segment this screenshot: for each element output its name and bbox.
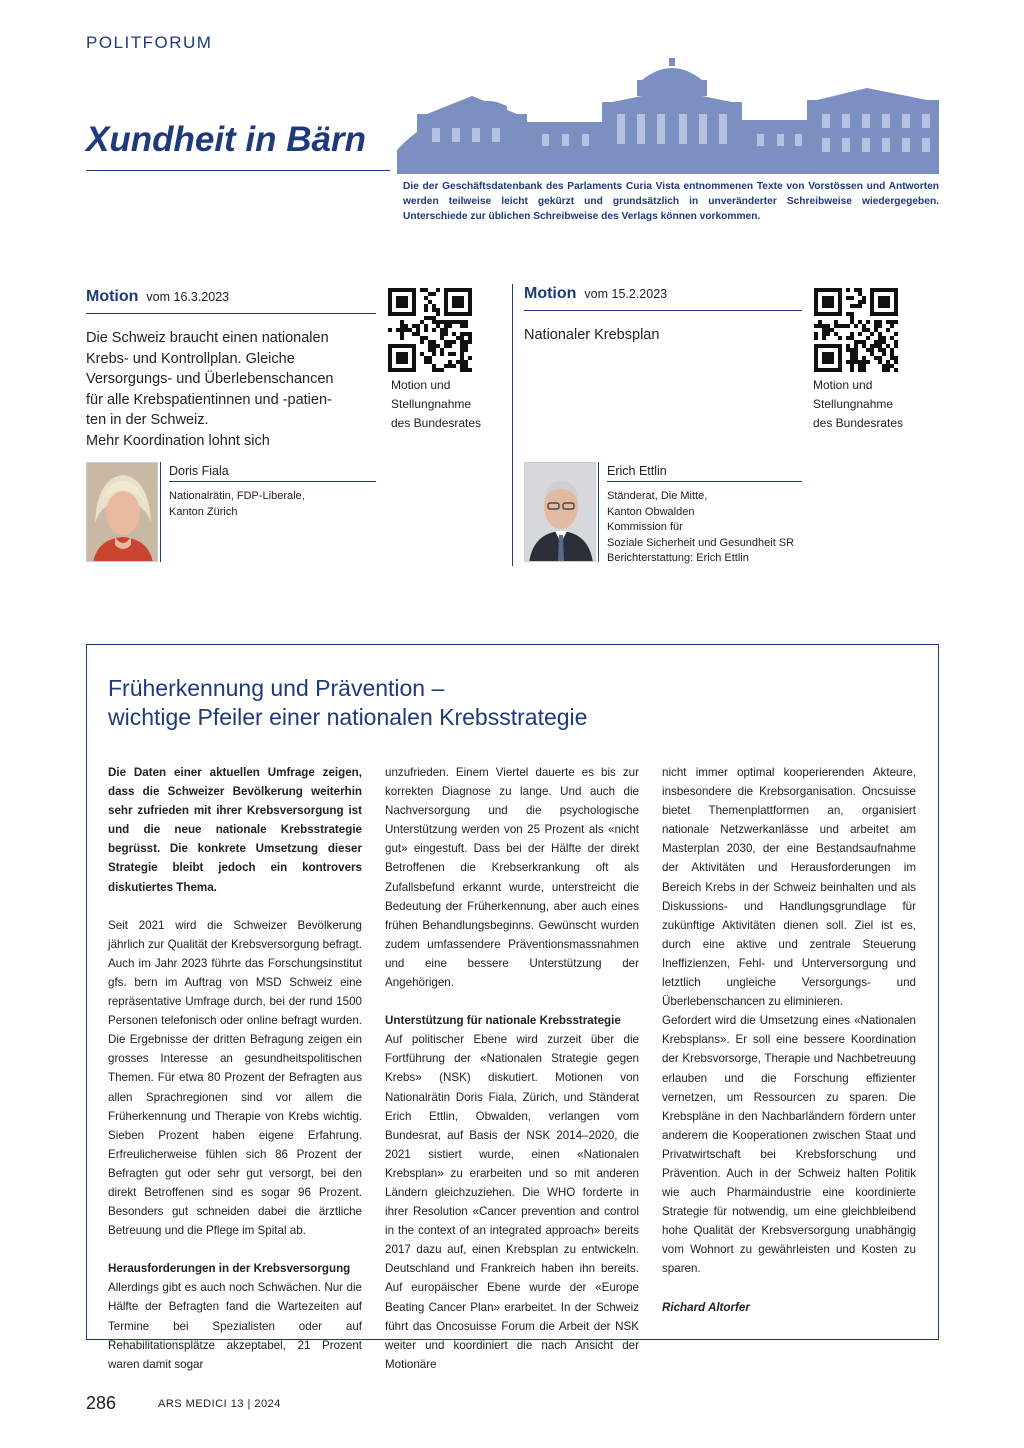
person-2-rule: [607, 481, 802, 482]
article-lead: Die Daten einer aktuellen Umfrage zeigen, dass die Schweizer Bevölkerung weiterhin sehr zufrieden mit ihrer Krebsversorgung ist und die neue nationale Krebsstrategie begrüsst. Die konkrete Umsetzung dieser Strategie bleibt jedoch ein kontrovers diskutiertes Thema.: [108, 766, 362, 894]
article-headline: [108, 674, 808, 732]
headline-line: Früherkennung und Prävention –: [108, 675, 445, 701]
motion-date: vom 16.3.2023: [146, 290, 230, 304]
qr-caption-line: Stellungnahme: [391, 397, 472, 411]
qr-caption-line: Stellungnahme: [813, 397, 894, 411]
motion-1-line: Krebs- und Kontrollplan. Gleiche: [86, 350, 295, 367]
person-role-line: Kanton Obwalden: [607, 505, 695, 518]
qr-code-icon[interactable]: [814, 288, 898, 372]
portrait-doris-fiala: [86, 462, 158, 562]
qr-caption-line: des Bundesrates: [391, 416, 482, 430]
article-paragraph: Auf politischer Ebene wird zurzeit über die Fortführung der «Nationalen Strategie gegen Krebs» (NSK) diskutiert. Motionen von Nationalrätin Doris Fiala, Zürich, und Ständerat Erich Ettlin, Obwalden, verlangen vom Bundesrat, auf Basis der NSK 2014–2020, die 2021 sistiert wurde, einen «Nationalen Krebsplan» zu erarbeiten und so mit anderen Ländern gleichzuziehen. Die WHO forderte in ihrer Resolution «Cancer prevention and control in the context of an integrated approach» bereits 2017 dazu auf, einen Krebsplan zu entwickeln. Deutschland und Frankreich haben ihn bereits. Auf europäischer Ebene wurde der «Europe Beating Cancer Plan» erarbeitet. In der Schweiz führt das Oncosuisse Forum die Arbeit der NSK weiter und koordiniert die nach Ansicht der Motionäre: [385, 1033, 639, 1371]
article-paragraph: nicht immer optimal kooperierenden Akteure, insbesondere die Krebsorganisation. Oncsuisse bietet Themenplattformen an, organisiert nationale Netzwerkanlässe und arbeitet am Masterplan 2030, der eine Bestandsaufnahme der Aktivitäten und Herausforderungen im Bereich Krebs in der Schweiz beinhalten und als Diskussions- und Handlungsgrundlage für zukünftige Aktivitäten dienen soll. Ziel ist es, durch eine aktive und zentrale Steuerung Ineffizienzen, Fehl- und Unterversorgung und letztlich ungleiche Versorgungs- und Überlebenschancen zu eliminieren.: [662, 766, 916, 1009]
portrait-erich-ettlin: [524, 462, 596, 562]
article-author: Richard Altorfer: [662, 1300, 750, 1314]
qr-code-icon[interactable]: [388, 288, 472, 372]
motion-keyword: Motion: [86, 288, 139, 305]
parliament-building-image: [397, 58, 939, 174]
article-paragraph: Seit 2021 wird die Schweizer Bevölkerung jährlich zur Qualität der Krebsversorgung befragt. Auch im Jahr 2023 führte das Forschungsinstitut gfs. bern im Auftrag von MSD Schweiz eine repräsentative Umfrage durch, bei der rund 1500 Personen telefonisch oder online befragt wurden. Die Ergebnisse der dritten Befragung zeigen ein grosses Interesse an gesundheitspolitischen Themen. Für etwa 80 Prozent der Befragten aus allen Sprachregionen sind vor allem die Früherkennung und Therapie von Krebs wichtig. Sieben Prozent haben eigene Erfahrung. Erfreulicherweise fühlen sich 86 Prozent der Befragten gut oder sehr gut versorgt, bei den direkt Betroffenen sind es sogar 96 Prozent. Besonders gut schneiden dabei die ärztliche Betreuung und die Pflege im Spital ab.: [108, 918, 362, 1238]
person-2-divider: [598, 462, 599, 562]
person-2-name: Erich Ettlin: [607, 464, 667, 478]
qr-1-caption: [391, 376, 481, 433]
motion-1-rule: [86, 313, 376, 314]
person-role-line: Nationalrätin, FDP-Liberale,: [169, 490, 305, 502]
motion-1-title: [86, 328, 376, 451]
article-paragraph: unzufrieden. Einem Viertel dauerte es bis zur korrekten Diagnose zu lange. Und auch die Nachversorgung und die psychologische Unterstützung werden von 25 Prozent als «nicht gut» eingestuft. Dass bei der Hälfte der direkt Betroffenen die Krebserkrankung oft als Zufallsbefund erkannt wurde, unterstreicht die Bedeutung der Früherkennung, aber auch eines frühen Behandlungsbeginns. Gewünscht wurden zudem umfassendere Präventionsmassnahmen und eine bessere Unterstützung der Angehörigen.: [385, 766, 639, 990]
article-paragraph: Gefordert wird die Umsetzung eines «Nationalen Krebsplans». Er soll eine bessere Koordination der Krebsvorsorge, Therapie und Nachbetreuung erlauben und die Forschung effizienter vernetzen, um Ressourcen zu sparen. Die Krebspläne in den Nachbarländern fördern unter anderem die Kooperationen zwischen Staat und Privatwirtschaft bei Krebsforschung und Prävention. Auch in der Schweiz halten Politik wie auch Pharmaindustrie eine koordinierte Strategie für notwendig, um eine gleichbleibend hohe Qualität der Krebsversorgung unabhängig vom Wohnort zu gewährleisten und Kosten zu sparen.: [662, 1014, 916, 1276]
page-title: Xundheit in Bärn: [86, 120, 366, 159]
person-2-role: [607, 489, 794, 567]
person-1-name: Doris Fiala: [169, 464, 229, 478]
headline-line: wichtige Pfeiler einer nationalen Krebsstrategie: [108, 704, 588, 730]
column-divider: [512, 284, 513, 566]
disclaimer-text: Die der Geschäftsdatenbank des Parlaments Curia Vista entnommenen Texte von Vorstössen und Antworten werden teilweise leicht gekürzt und grundsätzlich in unveränderter Schreibweise wiedergegeben. Unterschiede zur üblichen Schreibweise des Verlags können vorkommen.: [403, 181, 939, 222]
person-role-line: Ständerat, Die Mitte,: [607, 490, 708, 502]
motion-1-line: Die Schweiz braucht einen nationalen: [86, 330, 329, 346]
qr-caption-line: Motion und: [391, 378, 451, 392]
qr-2-caption: [813, 376, 903, 433]
article-subheading: Unterstützung für nationale Krebsstrategie: [385, 1014, 621, 1028]
qr-caption-line: des Bundesrates: [813, 416, 904, 430]
article-column-2: [385, 763, 639, 1374]
motion-date: vom 15.2.2023: [584, 287, 668, 301]
qr-caption-line: Motion und: [813, 378, 873, 392]
article-column-1: [108, 763, 362, 1374]
article-column-3: [662, 763, 916, 1317]
person-role-line: Kommission für: [607, 521, 683, 534]
person-role-line: Kanton Zürich: [169, 505, 238, 518]
person-1-role: [169, 489, 305, 520]
section-label: POLITFORUM: [86, 33, 213, 52]
motion-2-heading: [524, 285, 667, 303]
title-divider: [86, 170, 390, 171]
motion-keyword: Motion: [524, 285, 577, 302]
person-role-line: Berichterstattung: Erich Ettlin: [607, 552, 749, 565]
motion-1-line: ten in der Schweiz.: [86, 412, 209, 428]
motion-1-heading: [86, 288, 229, 306]
motion-2-rule: [524, 310, 802, 311]
motion-1-line: für alle Krebspatientinnen und -patien-: [86, 391, 332, 408]
motion-1-line: Mehr Koordination lohnt sich: [86, 432, 270, 449]
page-number: 286: [86, 1393, 117, 1413]
motion-2-line: Nationaler Krebsplan: [524, 327, 660, 343]
motion-2-title: [524, 325, 804, 346]
person-role-line: Soziale Sicherheit und Gesundheit SR: [607, 536, 795, 549]
person-1-rule: [169, 481, 376, 482]
article-paragraph: Allerdings gibt es auch noch Schwächen. Nur die Hälfte der Befragten fand die Wartezeiten auf Termine bei Spezialisten oder auf Rehabilitationsplätze akzeptabel, 21 Prozent waren damit sogar: [108, 1281, 362, 1371]
motion-1-line: Versorgungs- und Überlebenschancen: [86, 371, 334, 387]
article-subheading: Herausforderungen in der Krebsversorgung: [108, 1262, 351, 1276]
person-1-divider: [160, 462, 161, 562]
journal-reference: ARS MEDICI 13 | 2024: [158, 1398, 281, 1410]
